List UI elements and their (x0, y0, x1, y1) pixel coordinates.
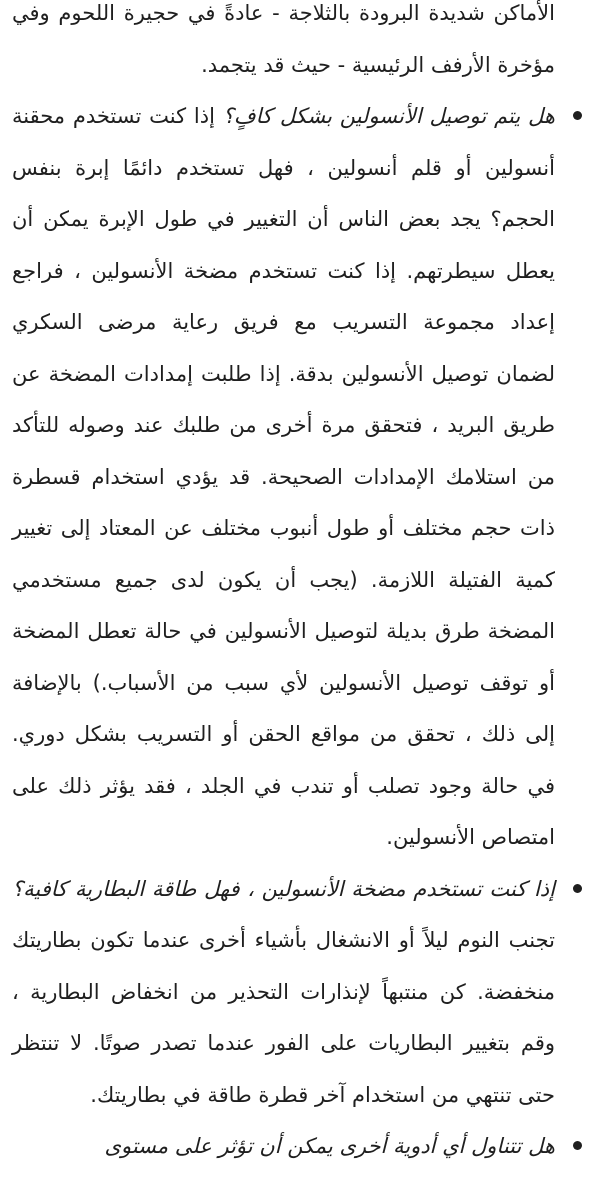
tips-list (0, 91, 603, 1173)
list-item (0, 91, 603, 864)
item-lead-question: إذا كنت تستخدم مضخة الأنسولين ، فهل طاقة البطارية كافية؟ (12, 876, 555, 901)
item-lead-question: هل يتم توصيل الأنسولين بشكل كافٍ؟ (222, 104, 555, 128)
bullet-icon (573, 111, 582, 120)
list-item (0, 1121, 603, 1173)
item-body: تجنب النوم ليلاً أو الانشغال بأشياء أخرى عندما تكون بطاريتك منخفضة. كن منتبهاً لإنذارات التحذير من انخفاض البطارية ، وقم بتغيير البطاريات على الفور عندما تصدر صوتًا. لا تنتظر حتى تنتهي من استخدام آخر قطرة طاقة في بطاريتك. (12, 928, 555, 1107)
list-item (0, 864, 603, 1122)
item-lead-question: هل تتناول أي أدوية أخرى يمكن أن تؤثر على مستوى (104, 1134, 555, 1158)
item-body: إذا كنت تستخدم محقنة أنسولين أو قلم أنسولين ، فهل تستخدم دائمًا إبرة بنفس الحجم؟ يجد بعض الناس أن التغيير في طول الإبرة يمكن أن يعطل سيطرتهم. إذا كنت تستخدم مضخة الأنسولين ، فراجع إعداد مجموعة التسريب مع فريق رعاية مرضى السكري لضمان توصيل الأنسولين بدقة. إذا طلبت إمدادات المضخة عن طريق البريد ، فتحقق مرة أخرى من طلبك عند وصوله للتأكد من استلامك الإمدادات الصحيحة. قد يؤدي استخدام قسطرة ذات حجم مختلف أو طول أنبوب مختلف عن المعتاد إلى تغيير كمية الفتيلة اللازمة. (يجب أن يكون لدى جميع مستخدمي المضخة طرق بديلة لتوصيل الأنسولين في حالة تعطل المضخة أو توقف توصيل الأنسولين لأي سبب من الأسباب.) بالإضافة إلى ذلك ، تحقق من مواقع الحقن أو التسريب بشكل دوري. في حالة وجود تصلب أو تندب في الجلد ، فقد يؤثر ذلك على امتصاص الأنسولين. (12, 104, 555, 849)
intro-paragraph: الأماكن شديدة البرودة بالثلاجة - عادةً في حجيرة اللحوم وفي مؤخرة الأرفف الرئيسية - حيث قد يتجمد. (12, 1, 555, 77)
bullet-icon (573, 1141, 582, 1150)
bullet-icon (573, 884, 582, 893)
